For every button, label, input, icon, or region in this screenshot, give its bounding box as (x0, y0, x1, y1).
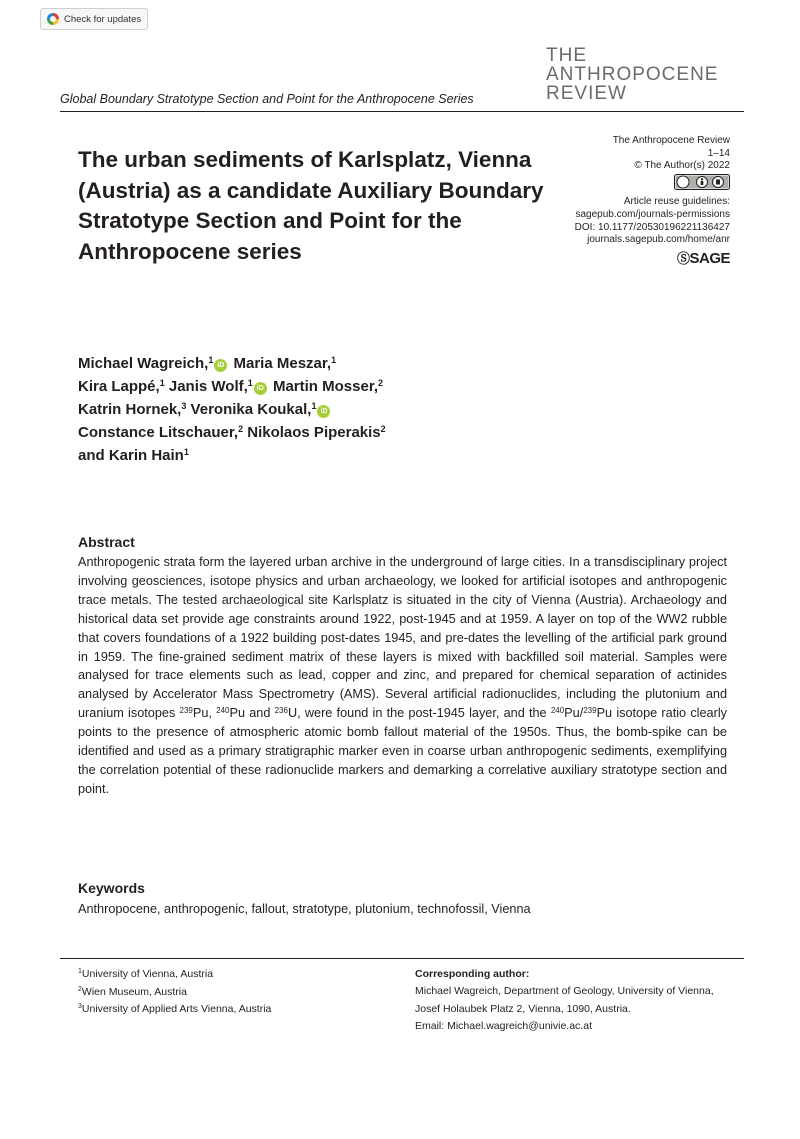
author-name: Kira Lappé,$^1$ (78, 378, 165, 395)
footer-divider (60, 958, 744, 959)
page-range: 1–14 (707, 147, 730, 159)
crossmark-icon (47, 13, 59, 25)
keywords-text: Anthropocene, anthropogenic, fallout, stratotype, plutonium, technofossil, Vienna (78, 902, 531, 916)
header-divider (60, 111, 744, 112)
author-name: and Karin Hain$^1$ (78, 447, 189, 464)
journal-logo (546, 46, 746, 103)
author-name: Michael Wagreich,$^1$iD (78, 355, 229, 372)
affiliation-item: $^1$University of Vienna, Austria (78, 968, 214, 980)
journal-logo-line1: THE (546, 45, 587, 66)
doi[interactable]: DOI: 10.1177/20530196221136427 (574, 221, 730, 233)
author-list (78, 352, 538, 467)
article-title: The urban sediments of Karlsplatz, Vienna (Austria) as a candidate Auxiliary Boundary Stratotype Section and Point for the Anthropocene series (78, 147, 544, 264)
corresponding-author-address: Michael Wagreich, Department of Geology, University of Vienna, Josef Holaubek Platz 2, Vienna, 1090, Austria. (415, 985, 714, 1015)
sage-logo-icon: Ⓢ (676, 250, 690, 266)
corresponding-author-email[interactable]: Email: Michael.wagreich@univie.ac.at (415, 1019, 592, 1032)
reuse-label: Article reuse guidelines: (623, 196, 730, 208)
abstract-heading: Abstract (78, 534, 135, 550)
reuse-link[interactable]: sagepub.com/journals-permissions (575, 208, 730, 220)
author-name: Constance Litschauer,$^2$ (78, 424, 244, 441)
affiliation-item: $^2$Wien Museum, Austria (78, 985, 187, 998)
orcid-icon[interactable]: iD (214, 359, 227, 372)
orcid-icon[interactable]: iD (254, 382, 267, 395)
author-name: Martin Mosser,$^2$ (272, 378, 384, 395)
author-name: Katrin Hornek,$^3$ (78, 401, 187, 418)
journal-home-link[interactable]: journals.sagepub.com/home/anr (587, 234, 730, 246)
check-for-updates-button[interactable] (40, 8, 148, 30)
corresponding-author (415, 966, 731, 1035)
publisher-logo (540, 249, 730, 267)
affiliation-item: $^3$University of Applied Arts Vienna, Austria (78, 1003, 272, 1015)
series-heading: Global Boundary Stratotype Section and Point for the Anthropocene Series (60, 92, 474, 106)
author-name: Veronika Koukal,$^1$iD (191, 401, 333, 418)
creative-commons-icon (674, 174, 730, 190)
author-name: Nikolaos Piperakis$^2$ (247, 424, 386, 441)
author-name: Maria Meszar,$^1$ (233, 355, 337, 372)
journal-logo-line2: ANTHROPOCENE (546, 64, 719, 85)
journal-logo-line3: REVIEW (546, 83, 627, 104)
keywords-heading: Keywords (78, 880, 145, 896)
article-metadata (540, 135, 730, 265)
affiliations (78, 966, 398, 1019)
orcid-icon[interactable]: iD (317, 405, 330, 418)
author-name: Janis Wolf,$^1$iD (169, 378, 269, 395)
abstract-text: Anthropogenic strata form the layered urban archive in the underground of large cities. In a transdisciplinary project involving geosciences, isotope physics and urban archaeology, we looked for artificial isotopes and anthropogenic trace metals. The tested archaeological site Karlsplatz is situated in the city of Vienna (Austria). Archaeology and historical data set provide age constraints around 1922, post-1945 and at 1959. A layer on top of the WW2 rubble that covers foundations of a 1922 building post-dates 1945, and pre-dates the levelling of the artificial park ground in 1959. The fine-grained sediment matrix of these layers is mixed with backfilled soil material. Samples were analysed for trace elements such as lead, copper and zinc, and prepared for chemical separation of actinides analysed by Accelerator Mass Spectrometry (AMS). Several artificial radionuclides, including the plutonium and uranium isotopes $^{239}$Pu, $^{240}$Pu and $^{236}$U, were found in the post-1945 layer, and the $^{240}$Pu/$^{239}$Pu isotope ratio clearly points to the presence of atmospheric atomic bomb fallout material of the 1950s. Thus, the bomb-spike can be identified and used as a primary stratigraphic marker even in coarse urban anthropogenic sediments, exemplifying the correlation potential of these radionuclide markers and demarking a correlative auxiliary stratotype section and point. (78, 555, 727, 796)
check-for-updates-label: Check for updates (64, 13, 142, 25)
corresponding-author-heading: Corresponding author: (415, 968, 530, 980)
copyright: © The Author(s) 2022 (634, 160, 730, 172)
journal-name: The Anthropocene Review (612, 135, 730, 146)
publisher-name: SAGE (689, 249, 730, 267)
